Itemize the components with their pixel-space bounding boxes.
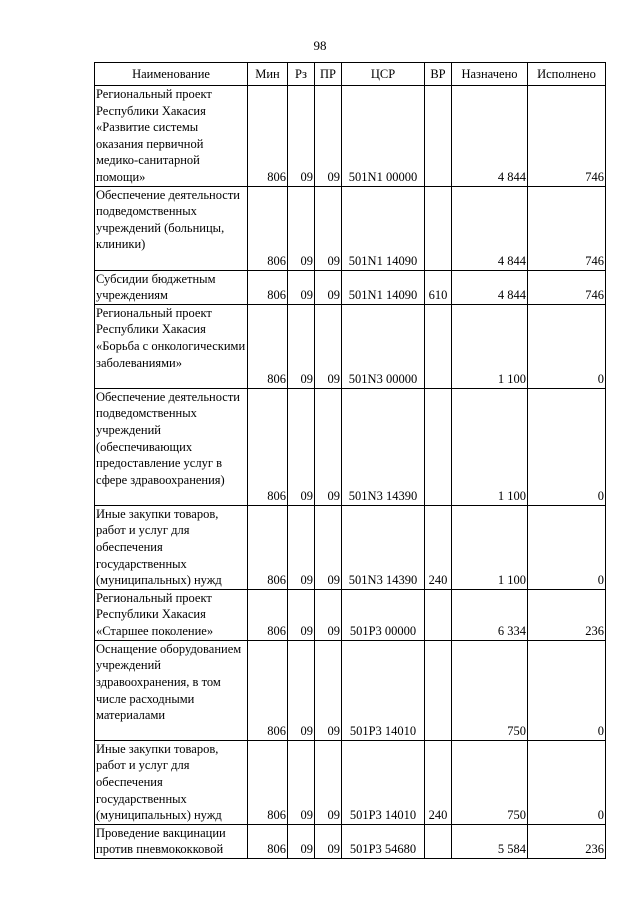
page-number: 98 xyxy=(313,38,327,53)
row-pr: 09 xyxy=(315,505,342,589)
row-name: Субсидии бюджетным учреждениям xyxy=(95,270,248,304)
row-vr xyxy=(425,388,452,505)
row-executed: 0 xyxy=(528,304,606,388)
header-name: Наименование xyxy=(95,63,248,86)
row-executed: 236 xyxy=(528,589,606,640)
row-min: 806 xyxy=(248,304,288,388)
header-min: Мин xyxy=(248,63,288,86)
table-row xyxy=(95,270,606,304)
row-min: 806 xyxy=(248,505,288,589)
row-min: 806 xyxy=(248,740,288,824)
row-rz: 09 xyxy=(288,740,315,824)
header-vr: ВР xyxy=(425,63,452,86)
row-executed: 236 xyxy=(528,824,606,858)
row-assigned: 4 844 xyxy=(452,186,528,270)
table-row xyxy=(95,640,606,740)
row-min: 806 xyxy=(248,640,288,740)
row-vr: 240 xyxy=(425,505,452,589)
row-pr: 09 xyxy=(315,86,342,187)
row-executed: 0 xyxy=(528,740,606,824)
row-assigned: 4 844 xyxy=(452,270,528,304)
table-header-row xyxy=(95,63,606,86)
row-assigned: 750 xyxy=(452,640,528,740)
row-csr: 501N1 00000 xyxy=(342,86,425,187)
table-row xyxy=(95,304,606,388)
row-min: 806 xyxy=(248,270,288,304)
table-row xyxy=(95,86,606,187)
row-name: Региональный проект Республики Хакасия «Старшее поколение» xyxy=(95,589,248,640)
header-rz: Рз xyxy=(288,63,315,86)
row-min: 806 xyxy=(248,589,288,640)
row-csr: 501P3 00000 xyxy=(342,589,425,640)
row-rz: 09 xyxy=(288,86,315,187)
row-vr xyxy=(425,186,452,270)
row-min: 806 xyxy=(248,186,288,270)
row-name: Региональный проект Республики Хакасия «Борьба с онкологическими заболеваниями» xyxy=(95,304,248,388)
row-min: 806 xyxy=(248,388,288,505)
row-assigned: 4 844 xyxy=(452,86,528,187)
row-pr: 09 xyxy=(315,270,342,304)
row-vr xyxy=(425,86,452,187)
row-executed: 0 xyxy=(528,388,606,505)
row-min: 806 xyxy=(248,86,288,187)
row-assigned: 750 xyxy=(452,740,528,824)
row-assigned: 1 100 xyxy=(452,505,528,589)
row-csr: 501N3 14390 xyxy=(342,388,425,505)
row-assigned: 1 100 xyxy=(452,304,528,388)
row-vr xyxy=(425,589,452,640)
row-csr: 501N1 14090 xyxy=(342,186,425,270)
row-csr: 501N3 14390 xyxy=(342,505,425,589)
row-csr: 501P3 14010 xyxy=(342,740,425,824)
header-pr: ПР xyxy=(315,63,342,86)
row-vr xyxy=(425,304,452,388)
row-name: Иные закупки товаров, работ и услуг для обеспечения государственных (муниципальных) нужд xyxy=(95,740,248,824)
row-assigned: 5 584 xyxy=(452,824,528,858)
row-min: 806 xyxy=(248,824,288,858)
row-csr: 501P3 14010 xyxy=(342,640,425,740)
row-name: Обеспечение деятельности подведомственных учреждений (обеспечивающих предоставление услуг в сфере здравоохранения) xyxy=(95,388,248,505)
row-executed: 746 xyxy=(528,86,606,187)
table-row xyxy=(95,505,606,589)
row-executed: 746 xyxy=(528,186,606,270)
header-assigned: Назначено xyxy=(452,63,528,86)
row-vr: 240 xyxy=(425,740,452,824)
row-name: Обеспечение деятельности подведомственных учреждений (больницы, клиники) xyxy=(95,186,248,270)
row-rz: 09 xyxy=(288,824,315,858)
row-name: Иные закупки товаров, работ и услуг для обеспечения государственных (муниципальных) нужд xyxy=(95,505,248,589)
row-name: Региональный проект Республики Хакасия «Развитие системы оказания первичной медико-санитарной помощи» xyxy=(95,86,248,187)
row-rz: 09 xyxy=(288,270,315,304)
row-rz: 09 xyxy=(288,589,315,640)
row-rz: 09 xyxy=(288,640,315,740)
row-executed: 0 xyxy=(528,505,606,589)
row-rz: 09 xyxy=(288,505,315,589)
row-vr xyxy=(425,824,452,858)
table-row xyxy=(95,589,606,640)
row-csr: 501N1 14090 xyxy=(342,270,425,304)
table-row xyxy=(95,186,606,270)
row-csr: 501P3 54680 xyxy=(342,824,425,858)
row-rz: 09 xyxy=(288,388,315,505)
row-rz: 09 xyxy=(288,304,315,388)
row-rz: 09 xyxy=(288,186,315,270)
row-pr: 09 xyxy=(315,740,342,824)
row-vr xyxy=(425,640,452,740)
budget-table xyxy=(94,62,606,859)
table-row xyxy=(95,824,606,858)
row-pr: 09 xyxy=(315,640,342,740)
row-assigned: 6 334 xyxy=(452,589,528,640)
row-vr: 610 xyxy=(425,270,452,304)
row-assigned: 1 100 xyxy=(452,388,528,505)
header-executed: Исполнено xyxy=(528,63,606,86)
header-csr: ЦСР xyxy=(342,63,425,86)
row-executed: 746 xyxy=(528,270,606,304)
row-name: Проведение вакцинации против пневмококковой xyxy=(95,824,248,858)
table-row xyxy=(95,740,606,824)
row-pr: 09 xyxy=(315,186,342,270)
row-executed: 0 xyxy=(528,640,606,740)
row-pr: 09 xyxy=(315,824,342,858)
row-pr: 09 xyxy=(315,388,342,505)
row-name: Оснащение оборудованием учреждений здравоохранения, в том числе расходными материалами xyxy=(95,640,248,740)
row-pr: 09 xyxy=(315,589,342,640)
row-pr: 09 xyxy=(315,304,342,388)
table-row xyxy=(95,388,606,505)
row-csr: 501N3 00000 xyxy=(342,304,425,388)
